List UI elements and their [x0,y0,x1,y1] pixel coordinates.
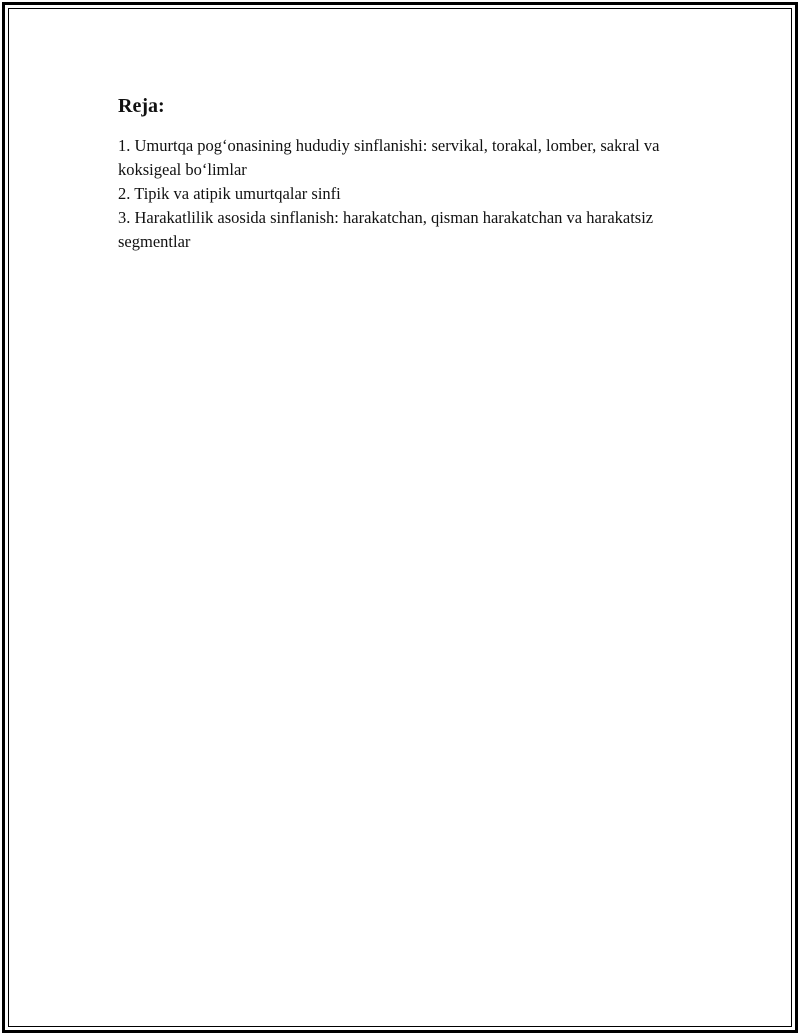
plan-item-3: 3. Harakatlilik asosida sinflanish: harakatchan, qisman harakatchan va harakatsiz segmentlar [118,208,654,251]
plan-item-1: 1. Umurtqa pog‘onasining hududiy sinflanishi: servikal, torakal, lomber, sakral va koksigeal bo‘limlar [118,136,660,179]
plan-list [118,134,678,254]
plan-item-2: 2. Tipik va atipik umurtqalar sinfi [118,184,341,203]
plan-heading: Reja: [118,95,165,117]
page-content [118,94,678,254]
